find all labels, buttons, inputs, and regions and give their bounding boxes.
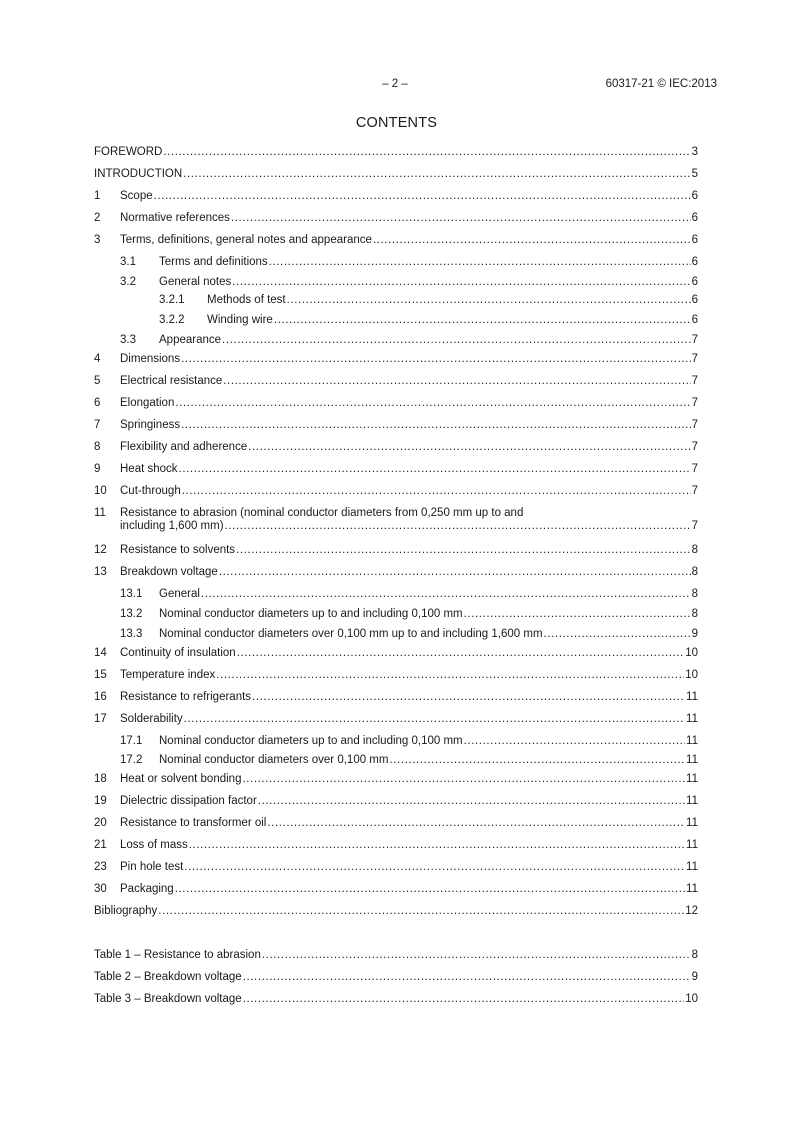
toc-entry-text: Electrical resistance [120, 375, 223, 387]
toc-entry-page: 11 [686, 691, 698, 703]
toc-entry-page: 7 [691, 463, 698, 475]
toc-leader-dots [274, 314, 691, 327]
toc-leader-dots [183, 168, 690, 181]
toc-entry-page: 7 [691, 441, 698, 453]
toc-entry-text: Table 3 – Breakdown voltage [94, 993, 242, 1005]
toc-entry-text: General [159, 588, 200, 600]
toc-entry-number: 15 [94, 669, 107, 681]
toc-entry-text: Appearance [159, 334, 222, 346]
toc-entry-number: 23 [94, 861, 107, 873]
toc-entry-number: 16 [94, 691, 107, 703]
toc-entry-page: 8 [691, 566, 698, 578]
toc-entry-text: Pin hole test [120, 861, 184, 873]
toc-entry-page: 6 [691, 256, 698, 268]
toc-entry-number: 3.2.1 [159, 294, 185, 306]
toc-entry-text-continued: including 1,600 mm) [120, 520, 224, 532]
toc-leader-dots [464, 608, 691, 621]
toc-entry-number: 17.1 [120, 735, 143, 747]
toc-entry-text: Dimensions [120, 353, 181, 365]
toc-entry-number: 21 [94, 839, 107, 851]
toc-entry-text: Resistance to refrigerants [120, 691, 252, 703]
toc-entry-number: 11 [94, 507, 106, 519]
toc-entry-page: 7 [691, 375, 698, 387]
toc-entry-text: Methods of test [207, 294, 286, 306]
toc-entry-page: 11 [686, 839, 698, 851]
toc-entry-page: 3 [691, 146, 698, 158]
toc-leader-dots [154, 190, 691, 203]
toc-entry-page: 8 [691, 949, 698, 961]
toc-entry-text: Temperature index [120, 669, 216, 681]
toc-leader-dots [243, 971, 691, 984]
toc-entry-number: 13 [94, 566, 107, 578]
toc-leader-dots [252, 691, 685, 704]
toc-leader-dots [258, 795, 685, 808]
toc-leader-dots [262, 949, 691, 962]
toc-entry-page: 11 [686, 795, 698, 807]
toc-entry-number: 3 [94, 234, 101, 246]
toc-entry-number: 3.2.2 [159, 314, 185, 326]
toc-entry-text: FOREWORD [94, 146, 163, 158]
toc-entry-page: 7 [691, 485, 698, 497]
toc-entry-text: Springiness [120, 419, 181, 431]
toc-entry-text: Cut-through [120, 485, 181, 497]
toc-leader-dots [181, 353, 691, 366]
toc-entry-page: 6 [691, 190, 698, 202]
toc-entry-number: 7 [94, 419, 101, 431]
toc-leader-dots [175, 883, 685, 896]
toc-entry-number: 13.3 [120, 628, 143, 640]
toc-entry-text: Flexibility and adherence [120, 441, 248, 453]
toc-leader-dots [184, 861, 685, 874]
toc-entry-page: 11 [686, 861, 698, 873]
toc-entry-number: 9 [94, 463, 101, 475]
toc-entry-page: 5 [691, 168, 698, 180]
toc-leader-dots [225, 520, 691, 533]
toc-entry-page: 6 [691, 276, 698, 288]
toc-entry-page: 10 [685, 647, 698, 659]
toc-entry-number: 5 [94, 375, 101, 387]
toc-leader-dots [163, 146, 690, 159]
toc-leader-dots [373, 234, 691, 247]
toc-entry-number: 19 [94, 795, 107, 807]
toc-entry-text: Nominal conductor diameters up to and including 0,100 mm [159, 608, 463, 620]
toc-entry-text: INTRODUCTION [94, 168, 183, 180]
toc-leader-dots [182, 485, 691, 498]
toc-entry-text: Nominal conductor diameters over 0,100 mm [159, 754, 389, 766]
toc-entry-text: Nominal conductor diameters up to and including 0,100 mm [159, 735, 463, 747]
toc-entry-number: 3.3 [120, 334, 136, 346]
toc-leader-dots [464, 735, 685, 748]
toc-entry-text: Normative references [120, 212, 230, 224]
toc-entry-page: 11 [686, 713, 698, 725]
toc-leader-dots [237, 647, 684, 660]
toc-leader-dots [242, 773, 685, 786]
toc-entry-page: 7 [691, 419, 698, 431]
toc-entry-text: Winding wire [207, 314, 273, 326]
toc-leader-dots [544, 628, 691, 641]
toc-leader-dots [267, 817, 685, 830]
toc-leader-dots [248, 441, 690, 454]
toc-entry-page: 7 [691, 353, 698, 365]
toc-entry-text: Heat or solvent bonding [120, 773, 242, 785]
toc-entry-page: 6 [691, 314, 698, 326]
toc-entry-page: 10 [685, 669, 698, 681]
toc-leader-dots [287, 294, 691, 307]
toc-entry-text: Table 1 – Resistance to abrasion [94, 949, 261, 961]
toc-entry-text: Resistance to solvents [120, 544, 236, 556]
toc-entry-number: 1 [94, 190, 101, 202]
toc-leader-dots [231, 212, 691, 225]
toc-leader-dots [184, 713, 685, 726]
toc-entry-number: 4 [94, 353, 101, 365]
toc-entry-page: 9 [691, 971, 698, 983]
toc-leader-dots [236, 544, 691, 557]
page-header-reference: 60317-21 © IEC:2013 [605, 78, 717, 90]
toc-entry-page: 12 [685, 905, 698, 917]
toc-leader-dots [232, 276, 690, 289]
toc-entry-page: 11 [686, 773, 698, 785]
toc-entry-page: 9 [691, 628, 698, 640]
toc-leader-dots [158, 905, 684, 918]
toc-leader-dots [181, 419, 691, 432]
toc-entry-number: 3.1 [120, 256, 136, 268]
toc-entry-text: Terms and definitions [159, 256, 268, 268]
toc-entry-page: 8 [691, 608, 698, 620]
toc-entry-page: 8 [691, 588, 698, 600]
toc-leader-dots [222, 334, 691, 347]
toc-entry-page: 11 [686, 735, 698, 747]
toc-entry-number: 3.2 [120, 276, 136, 288]
toc-entry-page: 7 [691, 520, 698, 532]
toc-entry-text: Terms, definitions, general notes and appearance [120, 234, 372, 246]
toc-entry-number: 17.2 [120, 754, 143, 766]
toc-entry-number: 13.1 [120, 588, 143, 600]
toc-entry-page: 8 [691, 544, 698, 556]
toc-leader-dots [223, 375, 690, 388]
toc-leader-dots [175, 397, 690, 410]
toc-leader-dots [201, 588, 691, 601]
toc-entry-number: 13.2 [120, 608, 143, 620]
toc-entry-text: Heat shock [120, 463, 178, 475]
toc-entry-number: 18 [94, 773, 107, 785]
toc-entry-number: 17 [94, 713, 107, 725]
toc-entry-number: 6 [94, 397, 101, 409]
toc-entry-page: 10 [685, 993, 698, 1005]
toc-entry-text: Resistance to abrasion (nominal conductor diameters from 0,250 mm up to and [120, 507, 524, 519]
toc-entry-page: 7 [691, 397, 698, 409]
toc-leader-dots [216, 669, 684, 682]
toc-entry-text: Dielectric dissipation factor [120, 795, 257, 807]
toc-entry-text: Resistance to transformer oil [120, 817, 267, 829]
toc-entry-text: General notes [159, 276, 232, 288]
page-header-number: – 2 – [382, 78, 408, 90]
toc-entry-page: 6 [691, 234, 698, 246]
toc-entry-number: 12 [94, 544, 107, 556]
toc-entry-page: 11 [686, 883, 698, 895]
toc-entry-number: 14 [94, 647, 107, 659]
toc-entry-text: Nominal conductor diameters over 0,100 mm up to and including 1,600 mm [159, 628, 543, 640]
toc-leader-dots [389, 754, 685, 767]
toc-leader-dots [179, 463, 691, 476]
toc-leader-dots [219, 566, 691, 579]
toc-entry-number: 20 [94, 817, 107, 829]
toc-entry-number: 30 [94, 883, 107, 895]
toc-leader-dots [189, 839, 685, 852]
toc-entry-text: Elongation [120, 397, 175, 409]
toc-entry-page: 11 [686, 754, 698, 766]
toc-entry-number: 2 [94, 212, 101, 224]
toc-entry-page: 6 [691, 294, 698, 306]
toc-entry-text: Loss of mass [120, 839, 188, 851]
toc-entry-text: Scope [120, 190, 153, 202]
toc-entry-text: Bibliography [94, 905, 158, 917]
toc-entry-text: Solderability [120, 713, 183, 725]
toc-entry-text: Table 2 – Breakdown voltage [94, 971, 242, 983]
toc-leader-dots [243, 993, 685, 1006]
toc-leader-dots [269, 256, 691, 269]
toc-entry-number: 8 [94, 441, 101, 453]
toc-entry-text: Breakdown voltage [120, 566, 218, 578]
toc-entry-number: 10 [94, 485, 107, 497]
toc-entry-page: 6 [691, 212, 698, 224]
toc-entry-page: 7 [691, 334, 698, 346]
toc-entry-page: 11 [686, 817, 698, 829]
contents-title: CONTENTS [355, 115, 438, 131]
toc-entry-text: Packaging [120, 883, 174, 895]
toc-entry-text: Continuity of insulation [120, 647, 236, 659]
